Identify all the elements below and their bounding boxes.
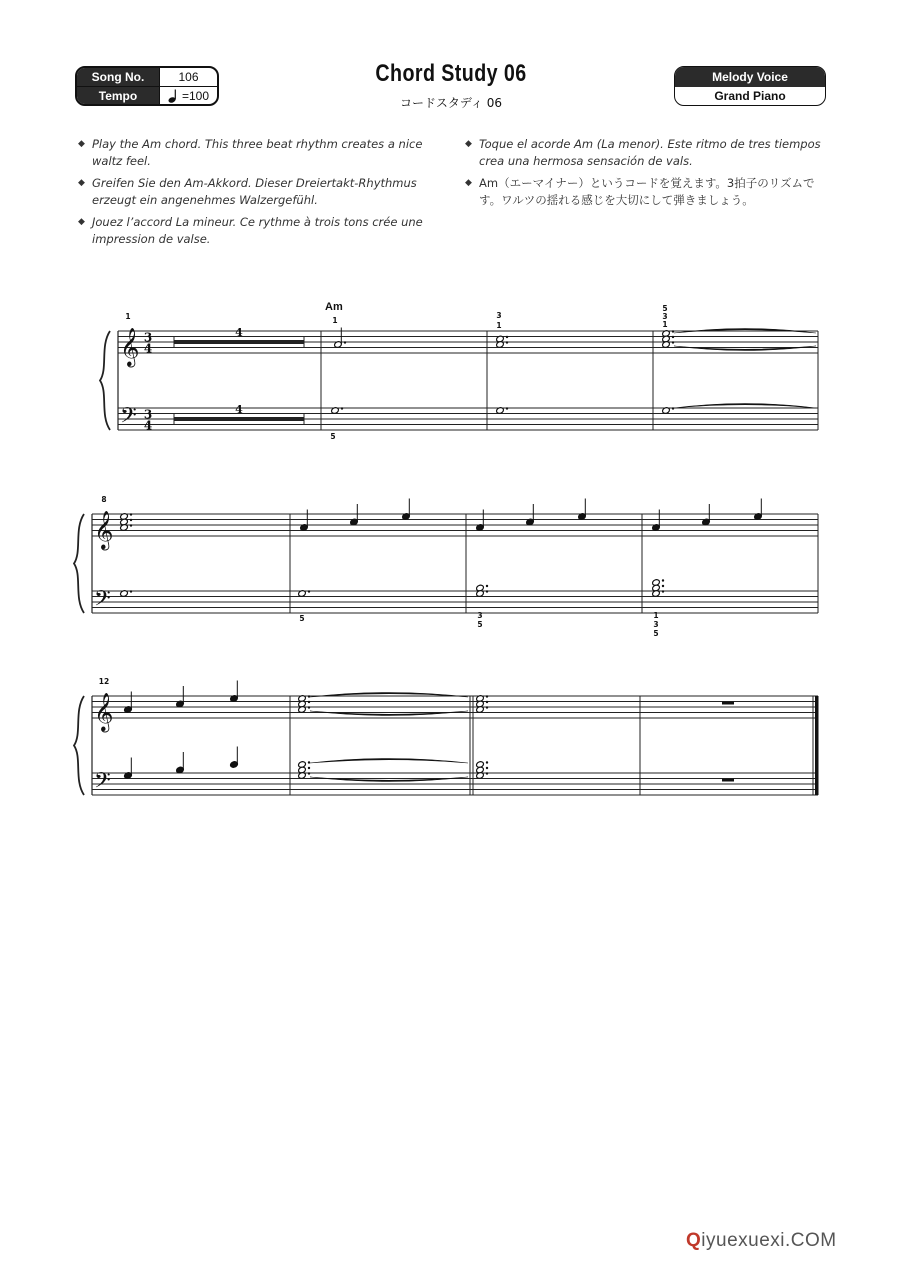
brace — [100, 331, 110, 430]
augmentation-dot — [486, 590, 488, 592]
chord-symbol: Am — [325, 301, 343, 313]
multi-measure-rest — [174, 417, 304, 421]
augmentation-dot — [308, 590, 310, 592]
instruction-text: Play the Am chord. This three beat rhythm creates a nice waltz feel. — [92, 137, 423, 168]
time-signature-top: 3 — [143, 330, 153, 345]
fingering-number: 5 — [330, 432, 336, 441]
watermark — [686, 1230, 837, 1252]
tie — [310, 777, 468, 782]
augmentation-dot — [341, 407, 343, 409]
measure-number: 1 — [125, 312, 131, 321]
augmentation-dot — [308, 761, 310, 763]
augmentation-dot — [344, 341, 346, 343]
fingering-number: 1 — [332, 316, 338, 325]
final-barline — [815, 696, 819, 795]
time-signature-bottom: 4 — [143, 418, 153, 433]
tie — [310, 759, 468, 764]
page-title: Chord Study 06 — [375, 60, 527, 87]
treble-clef-icon: 𝄞 — [120, 327, 140, 366]
fingering-number: 1 — [653, 611, 659, 620]
whole-rest — [722, 779, 734, 782]
fingering-number: 3 — [662, 312, 668, 321]
brace — [74, 514, 84, 613]
time-signature-bottom: 4 — [143, 341, 153, 356]
fingering-number: 5 — [477, 620, 483, 629]
augmentation-dot — [506, 336, 508, 338]
whole-rest — [722, 702, 734, 705]
bullet-icon: ◆ — [465, 178, 472, 188]
augmentation-dot — [308, 706, 310, 708]
song-no-value: 106 — [159, 68, 217, 86]
fingering-number: 5 — [299, 614, 305, 623]
augmentation-dot — [486, 706, 488, 708]
treble-clef-icon: 𝄞 — [94, 510, 114, 549]
bass-clef-icon: 𝄢 — [94, 768, 111, 799]
augmentation-dot — [662, 579, 664, 581]
fingering-number: 1 — [662, 320, 668, 329]
measure-number: 8 — [101, 495, 107, 504]
song-no-label: Song No. — [77, 68, 159, 86]
measure-number: 12 — [98, 677, 110, 686]
tempo-label: Tempo — [77, 87, 159, 105]
fingering-number: 5 — [653, 629, 659, 638]
bullet-icon: ◆ — [78, 139, 85, 149]
instruction-text: Toque el acorde Am (La menor). Este ritmo de tres tiempos crea una hermosa sensación de vals. — [479, 137, 821, 168]
tie — [310, 711, 468, 716]
augmentation-dot — [130, 519, 132, 521]
bass-clef-icon: 𝄢 — [94, 586, 111, 617]
augmentation-dot — [486, 585, 488, 587]
bullet-icon: ◆ — [78, 217, 85, 227]
augmentation-dot — [486, 761, 488, 763]
augmentation-dot — [486, 701, 488, 703]
fingering-number: 3 — [477, 611, 483, 620]
brace — [74, 696, 84, 795]
time-signature-top: 3 — [143, 407, 153, 422]
augmentation-dot — [506, 407, 508, 409]
augmentation-dot — [486, 767, 488, 769]
augmentation-dot — [308, 701, 310, 703]
instruction-text: Am（エーマイナー）というコードを覚えます。3拍子のリズムです。ワルツの揺れる感じを大切にして弾きましょう。 — [479, 176, 815, 207]
augmentation-dot — [672, 407, 674, 409]
augmentation-dot — [308, 772, 310, 774]
augmentation-dot — [308, 695, 310, 697]
tie — [674, 346, 816, 351]
fingering-number: 5 — [662, 304, 668, 313]
augmentation-dot — [662, 590, 664, 592]
augmentation-dot — [672, 330, 674, 332]
watermark-logo: Q — [686, 1230, 702, 1251]
augmentation-dot — [308, 767, 310, 769]
augmentation-dot — [130, 590, 132, 592]
multi-rest-count: 4 — [235, 403, 243, 416]
tempo-value: =100 — [181, 89, 210, 103]
voice-label: Melody Voice — [675, 67, 825, 87]
fingering-number: 1 — [496, 321, 502, 330]
augmentation-dot — [662, 585, 664, 587]
page-subtitle: コードスタディ 06 — [399, 96, 502, 110]
augmentation-dot — [486, 695, 488, 697]
fingering-number: 3 — [653, 620, 659, 629]
fingering-number: 3 — [496, 311, 502, 320]
multi-measure-rest — [174, 340, 304, 344]
augmentation-dot — [506, 341, 508, 343]
multi-rest-count: 4 — [235, 326, 243, 339]
augmentation-dot — [672, 336, 674, 338]
bullet-icon: ◆ — [78, 178, 85, 188]
instruction-text: Greifen Sie den Am-Akkord. Dieser Dreiertakt-Rhythmus erzeugt ein angenehmes Walzergefühl. — [92, 176, 417, 207]
voice-value: Grand Piano — [714, 89, 786, 103]
instruction-text: Jouez l’accord La mineur. Ce rythme à trois tons crée une impression de valse. — [92, 215, 423, 246]
bass-clef-icon: 𝄢 — [120, 403, 137, 434]
augmentation-dot — [130, 513, 132, 515]
treble-clef-icon: 𝄞 — [94, 692, 114, 731]
augmentation-dot — [486, 772, 488, 774]
tie — [674, 404, 816, 409]
watermark-text: iyuexuexi.COM — [701, 1230, 837, 1251]
bullet-icon: ◆ — [465, 139, 472, 149]
augmentation-dot — [130, 524, 132, 526]
augmentation-dot — [672, 341, 674, 343]
